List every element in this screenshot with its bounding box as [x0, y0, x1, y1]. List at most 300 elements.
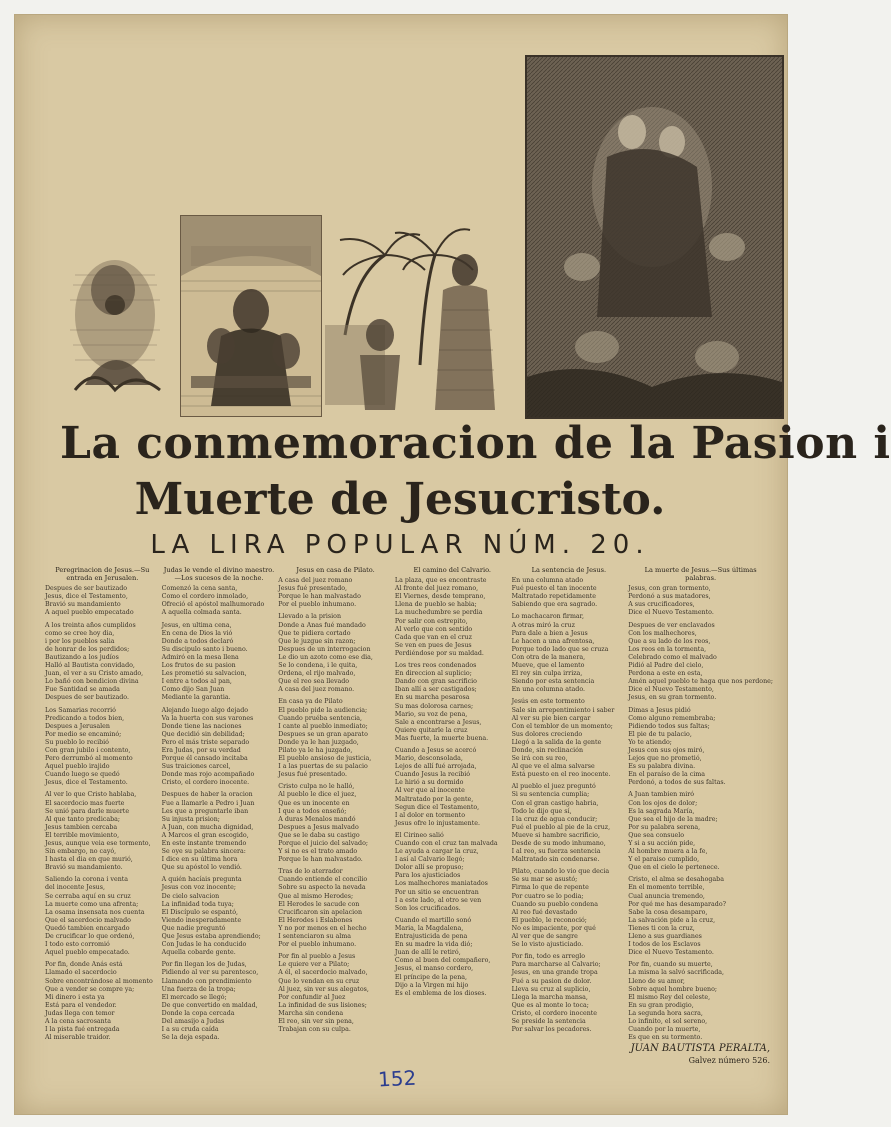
- verse-line: I cante al pueblo inmediato;: [278, 722, 368, 730]
- verse-line: Perdona a este en esta,: [628, 670, 703, 678]
- verse-line: I hasta el dia en que murió,: [45, 856, 133, 864]
- verse-line: Cuando el martillo sonó: [394, 916, 472, 924]
- handwritten-catalog-number: 152: [377, 1065, 417, 1092]
- stanza: [45, 961, 160, 1042]
- stanza: [628, 622, 773, 703]
- verse-line: Jesus, dice el Testamento.: [45, 779, 128, 787]
- verse-line: El terrible movimiento,: [45, 831, 120, 839]
- stanza: [512, 613, 627, 694]
- verse-line: Le hacen a una afrentosa,: [511, 637, 595, 645]
- stanza: [162, 961, 277, 1042]
- verse-line: Perdonó a sus matadores,: [628, 593, 711, 601]
- subtitle: LA LIRA POPULAR NÚM. 20.: [150, 530, 650, 560]
- verse-line: Porque le han malvastado.: [278, 856, 363, 864]
- verse-line: Le dio un azoto como ese dia,: [278, 653, 373, 661]
- verse-line: Como el cordero inmolado,: [161, 593, 249, 601]
- verse-line: Celebrado como el malvado: [628, 653, 717, 661]
- verse-line: Quiere quitarle la cruz: [394, 726, 468, 734]
- verse-line: A él, el sacerdocio malvado,: [278, 969, 368, 977]
- verse-line: Al pueblo le dice el juez,: [278, 791, 357, 799]
- verse-line: De crucificar lo que ordenó,: [45, 933, 135, 941]
- verse-line: Mueve si hambre sacrificio,: [511, 831, 600, 839]
- verse-line: Jesus, en su gran tormento.: [628, 694, 717, 702]
- verse-line: Al ver su pie bien cargar: [511, 714, 591, 722]
- verse-line: I dice en su última hora: [161, 856, 238, 864]
- verse-line: Mediante la garantia.: [161, 694, 231, 702]
- verse-line: Al pueblo el juez preguntó: [511, 783, 596, 791]
- woodcut-last-supper-image: [180, 215, 322, 417]
- verse-line: Al ver que de sangre: [511, 933, 578, 941]
- verse-line: I al dolor en tormento: [394, 811, 466, 819]
- verse-line: Llamado el sacerdocio: [45, 969, 117, 977]
- verse-line: El pueblo ansioso de justicia,: [278, 755, 372, 763]
- verse-line: Que a vender se compre ya;: [45, 985, 135, 993]
- verse-line: Alejando luego algo dejado: [161, 706, 249, 714]
- verse-line: Se su mar se asustó;: [511, 876, 578, 884]
- verse-line: como se cree hoy dia,: [45, 629, 115, 637]
- verse-line: Por medio se encaminó;: [45, 730, 122, 738]
- verse-line: Despues de ser bautizado: [45, 585, 128, 593]
- verse-line: Donde a todos declaró: [161, 637, 234, 645]
- verse-line: El príncipe de la pena,: [394, 973, 468, 981]
- verse-line: I entre a todos al pan,: [161, 678, 232, 686]
- verse-line: A Marcos el gran escogido,: [161, 831, 249, 839]
- stanza: [45, 876, 160, 957]
- verse-line: La segunda hora sacra,: [628, 1009, 703, 1017]
- stanza: [512, 953, 627, 1034]
- verse-line: Les prometió su salvacion,: [161, 670, 247, 678]
- verse-line: Que a su lado de los reos,: [628, 637, 711, 645]
- verse-line: Quedó tambien encargado: [45, 924, 130, 932]
- stanza: [512, 698, 627, 779]
- verse-line: Que lo vendan en su cruz: [278, 977, 360, 985]
- verse-line: Maltratado sin condenarse.: [511, 856, 600, 864]
- verse-line: Llega la marcha mansa,: [511, 993, 588, 1001]
- verse-line: Pidió al Padre del cielo,: [628, 662, 704, 670]
- verse-line: Como alguno remembraba;: [628, 714, 716, 722]
- verse-line: Se unió para darle muerte: [45, 807, 130, 815]
- verse-line: Los tres reos condenados: [394, 662, 477, 670]
- verse-line: Cuando entiende el concilio: [278, 876, 368, 884]
- verse-line: El pueblo, le reconoció;: [511, 916, 587, 924]
- verse-line: I al reo, su fuerza sentencia: [511, 848, 601, 856]
- verse-line: Como dijo San Juan: [161, 686, 225, 694]
- verse-line: Lo infinito, el sol sereno,: [628, 1017, 708, 1025]
- verse-line: I sentenciaron su alma: [278, 933, 352, 941]
- verse-line: Con los malhechores,: [628, 629, 697, 637]
- column-heading: La sentencia de Jesus.: [531, 566, 607, 574]
- verse-line: Era Judas, por su verdad: [161, 746, 241, 754]
- verse-line: Le ayuda a cargar la cruz,: [394, 848, 479, 856]
- verse-column-1: [45, 566, 160, 1042]
- verse-column-6: [628, 566, 773, 1042]
- stanza: [512, 868, 627, 949]
- stanza: [395, 577, 510, 658]
- printer-signature: JUAN BAUTISTA PERALTA,: [630, 1043, 770, 1054]
- verse-line: Con otra de la manera,: [511, 653, 586, 661]
- verse-line: El rey sin culpa irriza,: [511, 670, 583, 678]
- verse-line: Por su palabra serena,: [628, 823, 701, 831]
- verse-line: Lejos que no prometió,: [628, 755, 702, 763]
- verse-line: Es el emblema de los dioses.: [394, 989, 487, 997]
- verse-line: Cuando su pueblo condena: [511, 900, 598, 908]
- verse-line: Y el paraiso cumplido,: [628, 856, 700, 864]
- verse-line: Aquel pueblo empecatado.: [45, 949, 130, 957]
- verse-line: Se la deja espada.: [161, 1034, 220, 1042]
- verse-line: Sabe la cosa desamparo,: [628, 908, 708, 916]
- verse-columns: [45, 566, 773, 1042]
- verse-line: Que es un inocente en: [278, 799, 350, 807]
- verse-line: Donde tiene las naciones: [161, 722, 242, 730]
- verse-line: Por fin al pueblo a Jesus: [278, 953, 356, 961]
- verse-line: Al fronte del juez romano,: [394, 585, 479, 593]
- verse-line: Al hombre muera a la fe,: [628, 848, 708, 856]
- verse-line: La muchedumbre se perdia: [394, 609, 483, 617]
- verse-line: A aquella colmada santa.: [161, 609, 242, 617]
- verse-line: Segun dice el Testamento,: [394, 803, 480, 811]
- verse-line: Por qué me has desamparado?: [628, 900, 727, 908]
- verse-line: Los reos en la tormenta,: [628, 645, 707, 653]
- verse-line: La plaza, que es encontraste: [394, 577, 487, 585]
- verse-line: Despues de un interrogacion: [278, 645, 371, 653]
- verse-line: Dimas a Jesus pidió: [628, 706, 691, 714]
- verse-line: A Juan, con mucha dignidad,: [161, 823, 254, 831]
- verse-line: Bautizando a los judíos: [45, 653, 119, 661]
- verse-line: Llegó a la salida de la gente: [511, 738, 602, 746]
- verse-line: Se lo condena, i le quita,: [278, 662, 358, 670]
- verse-line: La misma la salvó sacrificada,: [628, 969, 725, 977]
- verse-line: Juan, el ver a su Cristo amado,: [45, 670, 144, 678]
- verse-line: Despues a Jesus malvado: [278, 823, 359, 831]
- verse-line: Judas llega con temor: [45, 1009, 115, 1017]
- verse-line: Dice el Nuevo Testamento.: [628, 949, 714, 957]
- verse-line: Porque todo lado que se cruza: [511, 645, 609, 653]
- verse-line: La infinidad de sus lisiones;: [278, 1001, 367, 1009]
- verse-line: Su pueblo lo recibió: [45, 738, 109, 746]
- stanza: [162, 585, 277, 617]
- verse-line: Jesus, aunque veia ese tormento,: [45, 840, 151, 847]
- title-line-2: Muerte de Jesucristo.: [134, 474, 666, 525]
- verse-line: Se preside la sentencia: [511, 1017, 586, 1025]
- verse-line: Ofreció el apóstol malhumorado: [161, 601, 265, 609]
- verse-line: Mas fuerte, la muerte buena.: [394, 734, 489, 742]
- verse-line: Jesus, en una grande tropa: [511, 969, 598, 977]
- verse-line: La muerte como una afrenta;: [45, 900, 139, 908]
- verse-line: Por fin, cuando su muerte,: [628, 961, 713, 969]
- verse-line: Cuando pruéba sentencia,: [278, 714, 363, 722]
- verse-line: Fue Santidad se amada: [45, 686, 120, 694]
- verse-line: La osama insensata nos cuenta: [45, 908, 145, 916]
- verse-line: Por el pueblo inhumano.: [278, 601, 357, 609]
- verse-line: Se oye su palabra sincera:: [161, 848, 246, 856]
- stanza: [395, 832, 510, 913]
- stanza: [628, 961, 773, 1042]
- verse-line: I la cruz de agua conducir;: [511, 815, 598, 823]
- verse-line: Cristo, el cordero inocente.: [161, 779, 250, 787]
- verse-line: Cristo culpa no le halló,: [278, 783, 355, 791]
- stanza: [278, 698, 393, 779]
- verse-line: Por salvar los pecadores.: [511, 1026, 592, 1034]
- verse-line: Con el temblor de un momento;: [511, 722, 613, 730]
- verse-line: I a este lado, al otro se ven: [394, 896, 482, 904]
- verse-line: Lleno de su amor,: [628, 977, 685, 985]
- verse-line: Al que tanto predicaba;: [45, 815, 121, 823]
- verse-line: Es la sagrada María,: [628, 807, 695, 815]
- verse-line: Con los ojos de dolor;: [628, 799, 698, 807]
- verse-line: Los Samarias recorrió: [45, 706, 116, 714]
- verse-line: Dice el Nuevo Testamento.: [628, 609, 714, 617]
- verse-line: Donde la copa cercada: [161, 1009, 235, 1017]
- stanza: [628, 707, 773, 788]
- verse-line: Su injusta prision;: [161, 815, 220, 823]
- verse-line: Sabiendo que era sagrado.: [511, 601, 598, 609]
- verse-line: Despues de haber la oracion: [161, 791, 253, 799]
- verse-line: Fue a llamarle a Pedro i Juan: [161, 799, 255, 807]
- printer-address: Galvez número 526.: [688, 1056, 770, 1065]
- verse-line: Tienes ti con la cruz,: [628, 924, 695, 932]
- verse-line: Para marcharse al Calvario;: [511, 961, 601, 969]
- verse-line: Cual anuncia tremendo,: [628, 892, 705, 900]
- verse-line: Crucificaron sin apelacion: [278, 908, 363, 916]
- verse-line: El sacerdocio mas fuerte: [45, 799, 125, 807]
- verse-line: Al juez, sin ver sus alegatos,: [278, 985, 369, 993]
- verse-line: Que le juzgue sin razon;: [278, 637, 356, 645]
- verse-line: Por fin, todo es arreglo: [511, 953, 586, 961]
- verse-line: Jesus ofre lo injustamente.: [394, 819, 480, 827]
- verse-line: Al ver que al inocente: [394, 787, 465, 795]
- verse-line: Iban allí a ser castigados;: [394, 686, 477, 694]
- verse-line: Lleno a sus guardianes: [628, 933, 702, 941]
- verse-line: Desde de su modo inhumano,: [511, 840, 606, 847]
- verse-line: Y si a su acción pide,: [628, 840, 696, 847]
- verse-line: En cena de Dios la vió: [161, 629, 233, 637]
- stanza: [162, 876, 277, 957]
- verse-line: Que decidió sin debilidad;: [161, 730, 245, 738]
- verse-line: Que su apóstol lo vendió.: [161, 864, 242, 872]
- verse-line: A la cena sacrosanta: [45, 1017, 112, 1025]
- verse-line: A quién hacíais pregunta: [161, 876, 242, 884]
- verse-line: En su madre la vida dió;: [394, 941, 473, 949]
- stanza: [278, 953, 393, 1034]
- verse-line: Por confundir al Juez: [278, 993, 346, 1001]
- verse-line: Lleva su cruz al suplicio,: [511, 985, 591, 993]
- verse-line: Cada que van en el cruz: [394, 633, 472, 641]
- verse-line: A Juan tambien miró: [628, 791, 695, 799]
- verse-line: Amén aquel pueblo te haga que nos perdone;: [628, 678, 773, 686]
- stanza: [278, 613, 393, 694]
- verse-line: En el momento terrible,: [628, 884, 705, 892]
- verse-line: Que sea consuelo: [628, 831, 685, 839]
- verse-line: I que a todos enseñó;: [278, 807, 347, 815]
- verse-line: Jesus tambien cercaba: [45, 823, 118, 831]
- verse-line: Sobre aquel hombre bueno;: [628, 985, 718, 993]
- verse-line: I a las puertas de su palacio: [278, 763, 368, 771]
- verse-line: Siendo por esta sentencia: [511, 678, 595, 686]
- verse-line: Por un sitio se encuentran: [394, 888, 479, 896]
- stanza: [278, 868, 393, 949]
- verse-line: A casa del juez romano: [278, 577, 353, 585]
- verse-line: En una columna atado.: [511, 686, 586, 694]
- verse-line: Aquel pueblo irajido: [45, 763, 110, 771]
- verse-column-5: [511, 566, 627, 1034]
- verse-line: El pie de tu palacio,: [628, 730, 692, 738]
- verse-line: Fué puesto el tan inocente: [511, 585, 597, 593]
- verse-line: Marcha sin condena: [278, 1009, 344, 1017]
- verse-line: Pidiendo al ver su parentesco,: [161, 969, 259, 977]
- verse-line: I a su cruda caída: [161, 1026, 219, 1034]
- verse-line: Que te pidiera cortado: [278, 629, 351, 637]
- verse-line: Donde mas rojo acompañado: [161, 771, 255, 779]
- verse-line: No es impaciente, por qué: [511, 924, 596, 932]
- verse-line: El Herodes i Eslabones: [278, 916, 353, 924]
- verse-line: La salvación pide a la cruz,: [628, 916, 716, 924]
- verse-line: I todo esto corromió: [45, 941, 110, 949]
- verse-line: Fué el pueblo al pie de la cruz,: [511, 823, 611, 831]
- verse-line: El Herodes le sacude con: [278, 900, 360, 908]
- verse-line: Lo machacaron firmar,: [511, 613, 584, 621]
- verse-line: Les que a preguntarle iban: [161, 807, 249, 815]
- verse-line: A sus crucificadores,: [628, 601, 695, 609]
- verse-line: Mueve, que el lamento: [511, 662, 585, 670]
- verse-line: Mi dinero i esta ya: [45, 993, 105, 1001]
- stanza: [278, 783, 393, 864]
- verse-line: El pueblo pide la audiencia;: [278, 706, 368, 714]
- verse-line: Jesus fué presentado.: [278, 771, 347, 779]
- stanza: [395, 917, 510, 998]
- verse-line: El mercado se llegó;: [161, 993, 227, 1001]
- verse-line: Con gran jubilo i contento,: [45, 746, 131, 754]
- verse-line: Jesus, el manso cordero,: [394, 965, 474, 973]
- column-heading: La muerte de Jesus.—Sus últimas palabras.: [644, 566, 757, 583]
- verse-line: Que se le daba su castigo: [278, 831, 360, 839]
- verse-line: Porque el juicio del salvado;: [278, 840, 369, 847]
- verse-line: Pero derrumbó al momento: [45, 755, 133, 763]
- verse-line: Jesús en este tormento: [511, 698, 585, 706]
- verse-line: i por los pueblos salia: [45, 637, 115, 645]
- verse-line: Tras de lo aterrador: [278, 868, 343, 876]
- verse-line: Que el reo sea llevado: [278, 678, 350, 686]
- verse-line: La infinidad toda tuya;: [161, 900, 234, 908]
- verse-line: Por fin llegan los de Judas,: [161, 961, 247, 969]
- verse-line: Cristo, el cordero inocente: [511, 1009, 598, 1017]
- verse-line: Al verlo que con sentido: [394, 625, 473, 633]
- verse-line: Yo te atiendo;: [628, 738, 672, 746]
- verse-line: Sus traiciones carcel,: [161, 763, 231, 771]
- verse-line: Despues a Jerusalen: [45, 722, 110, 730]
- woodcut-virgin-angels-image: [525, 55, 784, 419]
- verse-line: Donde, sin reclinación: [511, 746, 584, 754]
- verse-line: Lejos de allí fué arrojada,: [394, 763, 477, 771]
- verse-line: Jesus, dice el Testamento,: [45, 593, 128, 601]
- verse-line: En su gran prodigio,: [628, 1001, 694, 1009]
- verse-line: Predicando a todos bien,: [45, 714, 125, 722]
- verse-line: Al que ve el alma salvarse: [511, 763, 595, 771]
- verse-line: I todos de los Esclavos: [628, 941, 701, 949]
- stanza: [162, 791, 277, 872]
- verse-line: Está puesto en el reo inocente.: [511, 771, 611, 779]
- verse-line: I la pista fué entregada: [45, 1026, 120, 1034]
- verse-line: Porque él cansado incitaba: [161, 755, 248, 763]
- verse-line: Y no por menos en el hecho: [278, 924, 367, 932]
- verse-line: Va la huerta con sus varones: [161, 714, 254, 722]
- verse-line: Está para el vendedor.: [45, 1001, 117, 1009]
- verse-line: Pidiendo todos sus faltas;: [628, 722, 710, 730]
- verse-line: Sus dolores creciendo: [511, 730, 583, 738]
- verse-line: Comenzó la cena santa,: [161, 585, 238, 593]
- verse-line: De que convertido en maldad,: [161, 1001, 258, 1009]
- woodcut-before-pilate-image: [325, 215, 520, 415]
- verse-column-2: [161, 566, 277, 1042]
- verse-line: Jesus, en ultima cena,: [161, 621, 232, 629]
- verse-line: En este instante tremendo: [161, 840, 247, 847]
- verse-line: de honrar de los perdidos;: [45, 645, 130, 653]
- verse-line: Donde a Anas fué mandado: [278, 621, 366, 629]
- verse-line: Para los ajusticiados: [394, 872, 461, 880]
- verse-line: Despues de ver enclavados: [628, 621, 715, 629]
- verse-line: Cuando Jesus la recibió: [394, 771, 471, 779]
- verse-line: Cuando a Jesus se acercó: [394, 746, 477, 754]
- verse-line: Firma lo que de repente: [511, 884, 589, 892]
- verse-line: El Discípulo se espantó,: [161, 908, 239, 916]
- verse-line: Despues de ser bautizado.: [45, 694, 129, 702]
- verse-line: Dando con gran sacrificio: [394, 678, 477, 686]
- verse-line: De cielo salvacion: [161, 892, 220, 900]
- verse-line: El Viernes, desde temprano,: [394, 593, 486, 601]
- verse-line: Por salir con estrepito,: [394, 617, 468, 625]
- verse-line: Mario, su voz de pena,: [394, 710, 468, 718]
- verse-line: Llena de pueblo se habia;: [394, 601, 477, 609]
- verse-line: Que al mismo Herodes;: [278, 892, 354, 900]
- column-heading: Jesus en casa de Pilato.: [296, 566, 375, 574]
- verse-line: Sobre su aspecto la nevada: [278, 884, 366, 892]
- verse-line: Al ver lo que Cristo hablaba,: [45, 791, 137, 799]
- verse-line: Dice el Nuevo Testamento,: [628, 686, 714, 694]
- verse-line: Del amasijo a Judas: [161, 1017, 225, 1025]
- stanza: [45, 585, 160, 617]
- verse-line: Por fin, donde Anás está: [45, 961, 123, 969]
- verse-line: Sale a encontrarse a Jesus,: [394, 718, 482, 726]
- verse-line: Que nadie preguntó: [161, 924, 226, 932]
- stanza: [45, 791, 160, 872]
- verse-line: Jesus, con gran tormento,: [628, 585, 711, 593]
- verse-line: Se irá con su reo,: [511, 755, 568, 763]
- verse-line: Le hirió a su dormido: [394, 779, 464, 787]
- verse-line: Sobre encontrándose al momento: [45, 977, 153, 985]
- verse-column-3: [278, 566, 393, 1034]
- verse-line: Es que en su tormento.: [628, 1034, 703, 1042]
- verse-line: Dolor allí se propuso;: [394, 864, 464, 872]
- verse-line: Lo bañó con bendicion divina: [45, 678, 139, 686]
- woodcut-gethsemane-image: [55, 245, 175, 395]
- stanza: [162, 707, 277, 788]
- verse-line: Con Judas le ha conducido: [161, 941, 247, 949]
- verse-line: A casa del juez romano.: [278, 686, 355, 694]
- verse-line: Si su sentencia cumplia;: [511, 791, 590, 799]
- verse-line: Perdonó, a todos de sus faltas.: [628, 779, 726, 787]
- verse-line: En su marcha pesarosa: [394, 694, 470, 702]
- verse-line: En direccion al suplicio;: [394, 670, 472, 678]
- verse-line: Donde ya le han juzgado,: [278, 738, 359, 746]
- verse-line: A aquel pueblo empecatado: [45, 609, 134, 617]
- verse-line: Los malhechores maniatados: [394, 880, 488, 888]
- verse-line: Llevado a la prision: [278, 613, 342, 621]
- verse-line: Ordena, el rijo malvado,: [278, 670, 356, 678]
- verse-line: Se cerraba aquí en su cruz: [45, 892, 131, 900]
- column-heading: Peregrinacion de Jesus.—Su entrada en Jerusalen.: [55, 566, 150, 583]
- verse-line: Viendo inesperadamente: [161, 916, 242, 924]
- verse-line: Jesus con sus ojos miró,: [628, 746, 705, 754]
- stanza: [628, 585, 773, 617]
